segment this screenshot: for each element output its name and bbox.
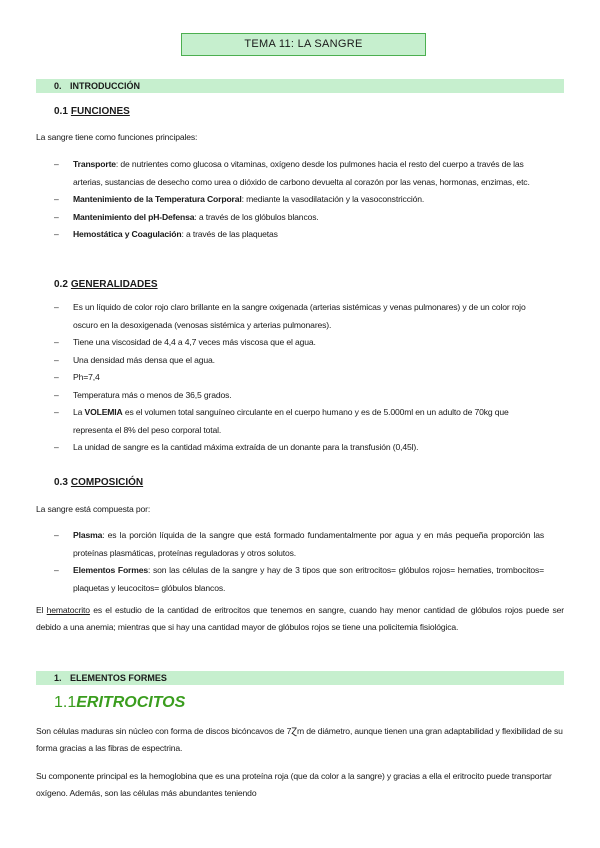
subsection-heading-eritrocitos [54,694,185,712]
subsection-number: 0.3 [54,477,68,488]
list-item [54,156,544,191]
item-text: : a través de las plaquetas [181,229,278,239]
section-label: INTRODUCCIÓN [70,81,140,91]
item-term: Mantenimiento del pH-Defensa [73,211,195,222]
subsection-label: ERITROCITOS [76,694,186,711]
list-item: – Ph=7,4 [54,369,544,387]
item-term: Elementos Formes [73,565,148,575]
subsection-heading-funciones [54,106,130,117]
item-term: Mantenimiento de la Temperatura Corporal [73,194,242,204]
composicion-list [54,527,544,597]
list-item [54,209,544,227]
item-text: es el volumen total sanguíneo circulante en el cuerpo humano y es de 5.000ml en un adulto de 70kg que representa el 8% del peso corporal total. [73,407,509,435]
subsection-number: 1.1 [54,694,77,711]
generalidades-list [54,299,544,457]
item-term: VOLEMIA [84,407,123,417]
subsection-number: 0.2 [54,279,68,290]
item-term: Transporte [73,159,116,169]
item-term: Plasma [73,530,103,540]
paragraph-text: es el estudio de la cantidad de eritrocitos que tenemos en sangre, cuando hay menor cantidad de glóbulos rojos puede ser debido a una anemia; mientras que si hay una cantidad mayor de glóbulos rojos se tiene una policitemia fisiológica. [36,605,564,632]
eritrocitos-paragraph-1: Son células maduras sin núcleo con forma de discos bicóncavos de 7Ɀm de diámetro, aunque tienen una gran adaptabilidad y flexibilidad de su forma gracias a las fibras de espectrina. [36,726,563,753]
list-item [54,404,544,439]
list-item [54,527,544,562]
composicion-intro: La sangre está compuesta por: [36,504,151,514]
list-item: – Temperatura más o menos de 36,5 grados. [54,387,544,405]
item-text: : son las células de la sangre y hay de 3 tipos que son eritrocitos= glóbulos rojos= hematies, trombocitos= plaquetas y leucocitos= glóbulos blancos. [73,565,544,593]
hematocrito-paragraph [36,602,564,636]
item-text: : es la porción líquida de la sangre que está formado fundamentalmente por agua y en más pequeña proporción las proteínas plasmáticas, proteínas reguladoras y otros solutos. [73,530,544,558]
subsection-label: GENERALIDADES [70,279,158,290]
item-text: : a través de los glóbulos blancos. [194,211,319,222]
list-item: – Es un líquido de color rojo claro brillante en la sangre oxigenada (arterias sistémicas y venas pulmonares) y de un color rojo oscuro en la desoxigenada (venosas sistémica y arterias pulmonares). [54,299,544,334]
subsection-label: COMPOSICIÓN [70,477,144,488]
item-text: : mediante la vasodilatación y la vasoconstricción. [241,194,425,204]
section-number: 1. [54,673,62,683]
funciones-intro: La sangre tiene como funciones principales: [36,132,198,142]
section-heading-elementos-formes [36,671,564,685]
item-prefix: La [73,407,85,417]
item-term: Hemostática y Coagulación [73,229,182,239]
list-item: – Tiene una viscosidad de 4,4 a 4,7 veces más viscosa que el agua. [54,334,544,352]
hematocrito-term: hematocrito [46,605,90,615]
subsection-number: 0.1 [54,106,68,117]
list-item [54,226,544,244]
subsection-heading-composicion [54,477,143,488]
list-item: – Una densidad más densa que el agua. [54,352,544,370]
section-label: ELEMENTOS FORMES [70,673,167,683]
item-text: : de nutrientes como glucosa o vitaminas, oxígeno desde los pulmones hacia el resto del cuerpo a través de las arterias, sustancias de desecho como urea o dióxido de carbono devuelta al corazón por las venas, hormonas, enzimas, etc. [73,159,530,187]
list-item [54,562,544,597]
section-number: 0. [54,81,62,91]
list-item: – La unidad de sangre es la cantidad máxima extraída de un donante para la transfusión (0,45l). [54,439,544,457]
subsection-heading-generalidades [54,279,158,290]
paragraph-prefix: El [36,605,47,615]
list-item [54,191,544,209]
document-title: TEMA 11: LA SANGRE [181,33,426,56]
eritrocitos-paragraph-2: Su componente principal es la hemoglobina que es una proteína roja (que da color a la sangre) y gracias a ella el eritrocito puede transportar oxígeno. Además, son las células más abundantes teniendo [36,771,552,798]
section-heading-introduccion [36,79,564,93]
subsection-label: FUNCIONES [70,106,130,117]
funciones-list [54,156,544,244]
